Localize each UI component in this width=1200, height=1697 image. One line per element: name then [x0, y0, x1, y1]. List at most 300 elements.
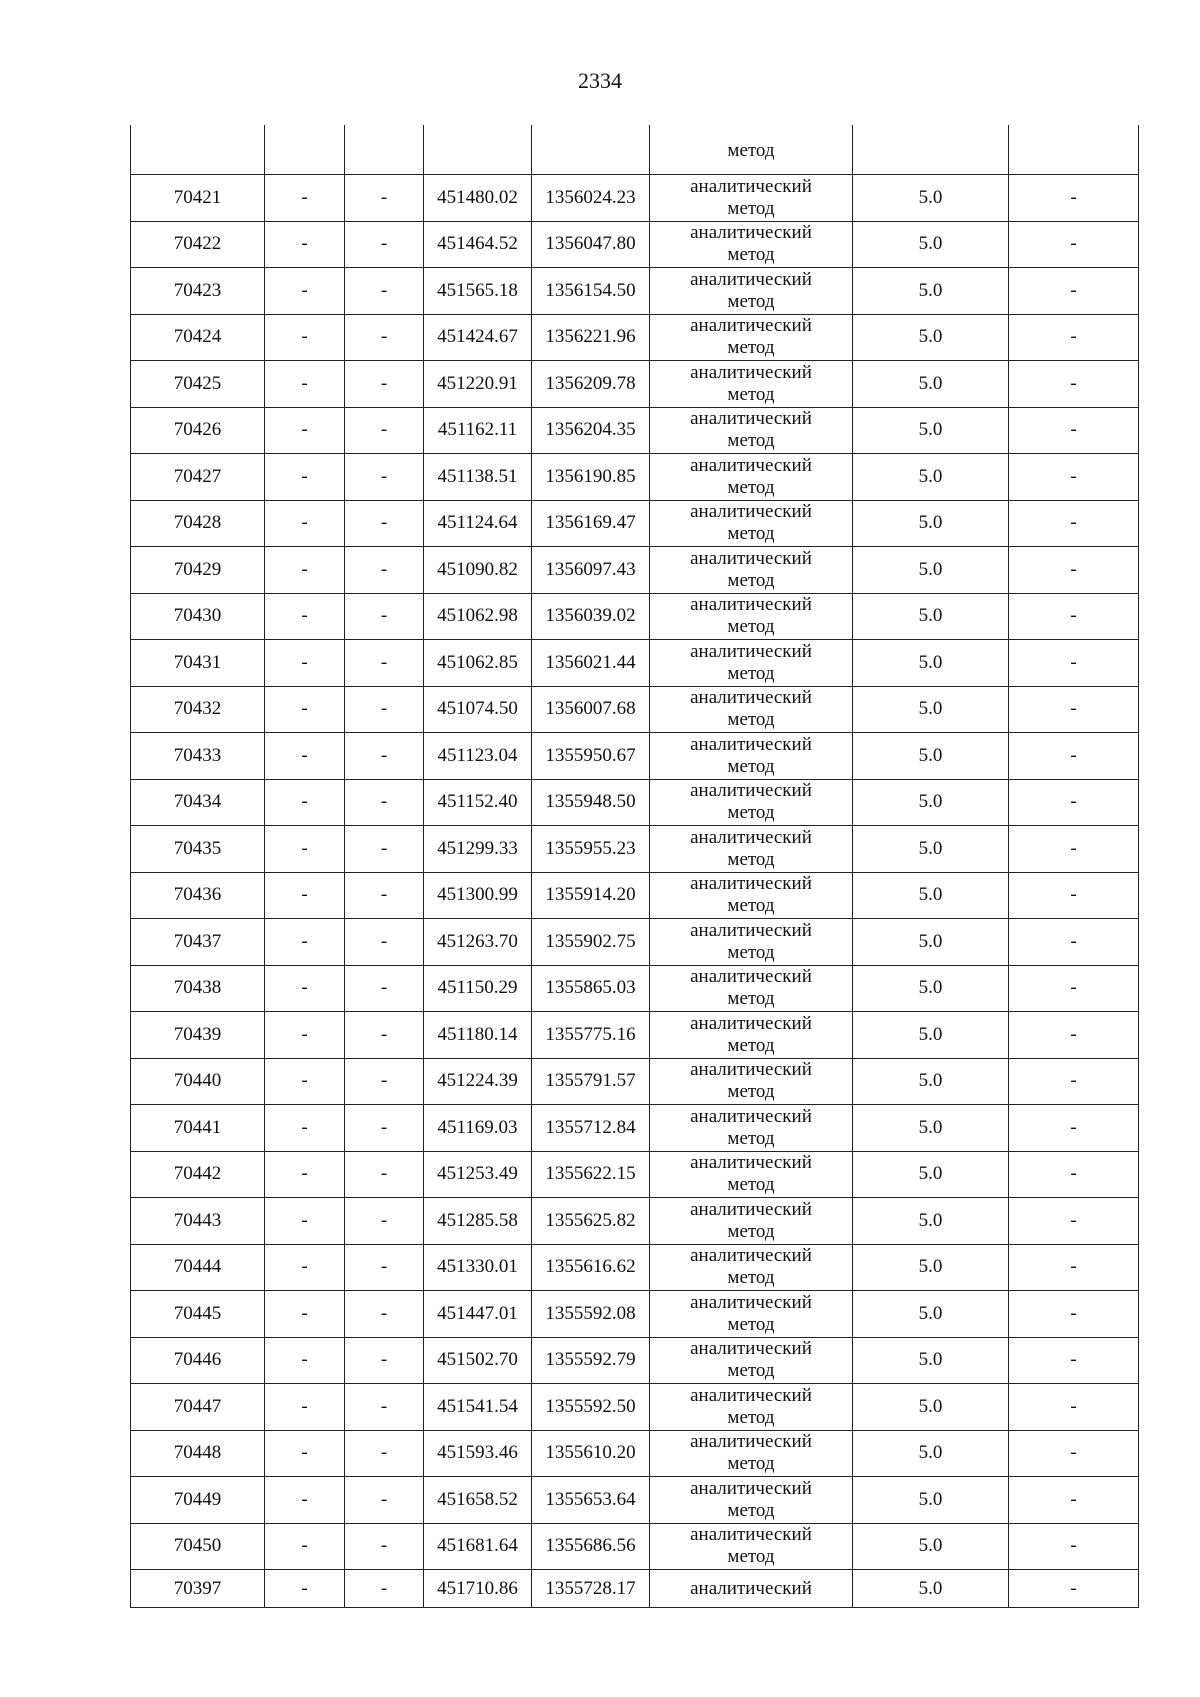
- cell-col2: -: [265, 826, 345, 873]
- table-row: [131, 686, 1139, 733]
- cell-col3: -: [345, 640, 424, 687]
- cell-method: [650, 965, 853, 1012]
- cell-col2: -: [265, 407, 345, 454]
- cell-y: 1355955.23: [532, 826, 650, 873]
- cell-col2: -: [265, 1337, 345, 1384]
- table-row: [131, 1058, 1139, 1105]
- cell-y: 1355610.20: [532, 1430, 650, 1477]
- method-line-2: метод: [727, 1453, 775, 1475]
- table-row: [131, 1198, 1139, 1245]
- cell-x: 451220.91: [424, 361, 532, 408]
- method-line-2: метод: [727, 1174, 775, 1196]
- method-line-1: аналитический: [690, 733, 812, 755]
- cell-x: 451074.50: [424, 686, 532, 733]
- cell-method: [650, 361, 853, 408]
- cell-col2: -: [265, 454, 345, 501]
- cell-col3: -: [345, 407, 424, 454]
- method-line-1: аналитический: [690, 315, 812, 337]
- cell-y: 1356221.96: [532, 314, 650, 361]
- cell-col3: -: [345, 686, 424, 733]
- cell-accuracy: 5.0: [853, 454, 1009, 501]
- cell-x: 451681.64: [424, 1523, 532, 1570]
- cell-x: 451541.54: [424, 1384, 532, 1431]
- cell-col8: -: [1009, 826, 1139, 873]
- cell-x: 451124.64: [424, 500, 532, 547]
- method-line-2: метод: [727, 244, 775, 266]
- cell-method: [650, 1151, 853, 1198]
- method-line-2: метод: [727, 662, 775, 684]
- method-line-1: аналитический: [690, 268, 812, 290]
- table-body: [131, 125, 1139, 1608]
- cell-col8: -: [1009, 221, 1139, 268]
- method-line-1: аналитический: [690, 780, 812, 802]
- cell-method: [650, 1105, 853, 1152]
- cell-method: [650, 919, 853, 966]
- table-row: [131, 640, 1139, 687]
- cell-method: [650, 1384, 853, 1431]
- cell-col8: -: [1009, 733, 1139, 780]
- cell-x: 451593.46: [424, 1430, 532, 1477]
- cell-col3: -: [345, 1244, 424, 1291]
- cell-id: 70446: [131, 1337, 265, 1384]
- cell-accuracy: 5.0: [853, 593, 1009, 640]
- cell-col2: -: [265, 221, 345, 268]
- table-row: [131, 175, 1139, 222]
- cell-col3: -: [345, 1198, 424, 1245]
- cell-id: 70442: [131, 1151, 265, 1198]
- cell-accuracy: 5.0: [853, 314, 1009, 361]
- method-line-1: аналитический: [690, 175, 812, 197]
- cell-col3: -: [345, 1384, 424, 1431]
- cell-id: 70450: [131, 1523, 265, 1570]
- cell-y: 1355775.16: [532, 1012, 650, 1059]
- cell-method: [650, 779, 853, 826]
- table-row: [131, 919, 1139, 966]
- cell-y: 1355865.03: [532, 965, 650, 1012]
- cell-y: 1355622.15: [532, 1151, 650, 1198]
- cell-id: 70427: [131, 454, 265, 501]
- method-line-1: аналитический: [690, 1198, 812, 1220]
- method-line-1: аналитический: [690, 1059, 812, 1081]
- method-line-2: метод: [727, 1313, 775, 1335]
- coordinates-table: [130, 125, 1139, 1608]
- cell-col3: -: [345, 1291, 424, 1338]
- cell-col8: -: [1009, 314, 1139, 361]
- method-line-2: метод: [727, 1081, 775, 1103]
- cell-accuracy: 5.0: [853, 407, 1009, 454]
- table-row: [131, 733, 1139, 780]
- cell-col8: -: [1009, 268, 1139, 315]
- cell-col2: -: [265, 1570, 345, 1608]
- cell-col3: -: [345, 361, 424, 408]
- cell-y: 1355902.75: [532, 919, 650, 966]
- cell-col8: -: [1009, 454, 1139, 501]
- method-line-2: метод: [727, 476, 775, 498]
- cell-y: 1355948.50: [532, 779, 650, 826]
- cell-method: [650, 175, 853, 222]
- cell-col2: -: [265, 1151, 345, 1198]
- cell-col3: -: [345, 1477, 424, 1524]
- table-row: [131, 1430, 1139, 1477]
- method-line-2: метод: [727, 1034, 775, 1056]
- cell-accuracy: 5.0: [853, 1384, 1009, 1431]
- cell-col2: -: [265, 733, 345, 780]
- cell-col8: -: [1009, 919, 1139, 966]
- cell-id: 70443: [131, 1198, 265, 1245]
- cell-id: 70440: [131, 1058, 265, 1105]
- cell-x: 451253.49: [424, 1151, 532, 1198]
- method-line-1: аналитический: [690, 222, 812, 244]
- cell-method: [650, 221, 853, 268]
- cell-method: [650, 1430, 853, 1477]
- table-row: [131, 826, 1139, 873]
- cell-accuracy: 5.0: [853, 1523, 1009, 1570]
- table-row: [131, 1523, 1139, 1570]
- cell-id: 70430: [131, 593, 265, 640]
- cell-col2: [265, 125, 345, 175]
- cell-col3: -: [345, 1337, 424, 1384]
- cell-x: 451480.02: [424, 175, 532, 222]
- cell-y: 1356047.80: [532, 221, 650, 268]
- cell-id: 70439: [131, 1012, 265, 1059]
- method-line-1: аналитический: [690, 1291, 812, 1313]
- method-line-1: аналитический: [690, 361, 812, 383]
- cell-x: 451464.52: [424, 221, 532, 268]
- cell-y: [532, 125, 650, 175]
- table-row: [131, 1012, 1139, 1059]
- method-line-1: аналитический: [690, 1245, 812, 1267]
- method-line-1: аналитический: [690, 547, 812, 569]
- method-line-1: аналитический: [690, 1338, 812, 1360]
- method-line-2: метод: [727, 1267, 775, 1289]
- cell-col3: -: [345, 1430, 424, 1477]
- cell-method: [650, 826, 853, 873]
- cell-y: 1355592.50: [532, 1384, 650, 1431]
- cell-x: 451565.18: [424, 268, 532, 315]
- method-line-1: аналитический: [690, 919, 812, 941]
- cell-method: [650, 1244, 853, 1291]
- method-line-1: аналитический: [690, 501, 812, 523]
- cell-accuracy: 5.0: [853, 1058, 1009, 1105]
- cell-y: 1356024.23: [532, 175, 650, 222]
- method-line-2: метод: [727, 709, 775, 731]
- cell-col2: -: [265, 175, 345, 222]
- table-row: [131, 361, 1139, 408]
- method-line-2: метод: [727, 848, 775, 870]
- cell-method: [650, 1523, 853, 1570]
- cell-col3: -: [345, 965, 424, 1012]
- cell-col3: -: [345, 175, 424, 222]
- cell-x: 451502.70: [424, 1337, 532, 1384]
- cell-x: 451123.04: [424, 733, 532, 780]
- cell-method: [650, 640, 853, 687]
- method-line-2: метод: [727, 755, 775, 777]
- cell-y: 1355728.17: [532, 1570, 650, 1608]
- cell-accuracy: 5.0: [853, 1012, 1009, 1059]
- method-line-1: аналитический: [690, 966, 812, 988]
- cell-method: [650, 1198, 853, 1245]
- cell-accuracy: 5.0: [853, 872, 1009, 919]
- cell-x: 451224.39: [424, 1058, 532, 1105]
- method-line-1: аналитический: [690, 594, 812, 616]
- cell-id: 70434: [131, 779, 265, 826]
- cell-col2: -: [265, 314, 345, 361]
- cell-x: 451447.01: [424, 1291, 532, 1338]
- cell-col3: -: [345, 221, 424, 268]
- method-line-1: аналитический: [690, 1524, 812, 1546]
- cell-y: 1355616.62: [532, 1244, 650, 1291]
- cell-col8: -: [1009, 1477, 1139, 1524]
- cell-col2: -: [265, 1477, 345, 1524]
- page-number: 2334: [578, 68, 622, 93]
- method-line-2: метод: [727, 1127, 775, 1149]
- cell-y: 1355950.67: [532, 733, 650, 780]
- cell-x: [424, 125, 532, 175]
- cell-x: 451710.86: [424, 1570, 532, 1608]
- cell-method: [650, 686, 853, 733]
- cell-col8: -: [1009, 686, 1139, 733]
- cell-col2: -: [265, 268, 345, 315]
- cell-col2: -: [265, 1384, 345, 1431]
- cell-col3: -: [345, 268, 424, 315]
- cell-x: 451658.52: [424, 1477, 532, 1524]
- cell-accuracy: 5.0: [853, 826, 1009, 873]
- cell-y: 1355914.20: [532, 872, 650, 919]
- method-line-1: аналитический: [690, 1477, 812, 1499]
- cell-y: 1355653.64: [532, 1477, 650, 1524]
- method-line-1: аналитический: [690, 408, 812, 430]
- cell-x: 451162.11: [424, 407, 532, 454]
- cell-col8: -: [1009, 1198, 1139, 1245]
- cell-id: 70423: [131, 268, 265, 315]
- table-row: [131, 872, 1139, 919]
- method-line-2: метод: [727, 569, 775, 591]
- cell-x: 451062.98: [424, 593, 532, 640]
- cell-method: [650, 733, 853, 780]
- cell-col8: -: [1009, 1384, 1139, 1431]
- cell-col8: -: [1009, 407, 1139, 454]
- cell-col8: -: [1009, 1244, 1139, 1291]
- method-line-1: аналитический: [690, 1012, 812, 1034]
- cell-y: 1356021.44: [532, 640, 650, 687]
- table-row: [131, 1244, 1139, 1291]
- cell-method: [650, 314, 853, 361]
- cell-col8: -: [1009, 872, 1139, 919]
- cell-method: метод: [650, 125, 853, 175]
- cell-y: 1356154.50: [532, 268, 650, 315]
- cell-x: 451180.14: [424, 1012, 532, 1059]
- cell-col8: -: [1009, 593, 1139, 640]
- method-line-1: аналитический: [690, 873, 812, 895]
- cell-col8: -: [1009, 1058, 1139, 1105]
- cell-accuracy: 5.0: [853, 1151, 1009, 1198]
- method-line-2: метод: [727, 1499, 775, 1521]
- cell-col2: -: [265, 1012, 345, 1059]
- cell-method: [650, 872, 853, 919]
- cell-col3: -: [345, 1058, 424, 1105]
- method-line-2: метод: [727, 988, 775, 1010]
- cell-col8: -: [1009, 1337, 1139, 1384]
- cell-accuracy: 5.0: [853, 1291, 1009, 1338]
- cell-col3: -: [345, 872, 424, 919]
- cell-method: [650, 454, 853, 501]
- cell-col8: -: [1009, 547, 1139, 594]
- cell-col2: -: [265, 1105, 345, 1152]
- cell-id: 70445: [131, 1291, 265, 1338]
- cell-col3: -: [345, 826, 424, 873]
- cell-method: аналитический: [650, 1570, 853, 1608]
- cell-x: 451299.33: [424, 826, 532, 873]
- cell-id: 70449: [131, 1477, 265, 1524]
- method-line-1: аналитический: [690, 826, 812, 848]
- cell-accuracy: 5.0: [853, 965, 1009, 1012]
- cell-method: [650, 500, 853, 547]
- table-row: [131, 1337, 1139, 1384]
- method-line-2: метод: [727, 383, 775, 405]
- cell-col8: -: [1009, 1570, 1139, 1608]
- method-line-2: метод: [727, 802, 775, 824]
- cell-id: 70425: [131, 361, 265, 408]
- cell-id: 70426: [131, 407, 265, 454]
- cell-accuracy: 5.0: [853, 1105, 1009, 1152]
- cell-col8: [1009, 125, 1139, 175]
- cell-col8: -: [1009, 500, 1139, 547]
- cell-accuracy: 5.0: [853, 1244, 1009, 1291]
- cell-x: 451424.67: [424, 314, 532, 361]
- table-row: [131, 1477, 1139, 1524]
- table-row: [131, 268, 1139, 315]
- cell-id: 70447: [131, 1384, 265, 1431]
- cell-col8: -: [1009, 1523, 1139, 1570]
- cell-accuracy: 5.0: [853, 1570, 1009, 1608]
- cell-method: [650, 1012, 853, 1059]
- cell-col8: -: [1009, 1291, 1139, 1338]
- cell-y: 1356007.68: [532, 686, 650, 733]
- cell-x: 451152.40: [424, 779, 532, 826]
- cell-col8: -: [1009, 1105, 1139, 1152]
- cell-id: 70433: [131, 733, 265, 780]
- cell-id: 70429: [131, 547, 265, 594]
- cell-y: 1355625.82: [532, 1198, 650, 1245]
- cell-id: 70421: [131, 175, 265, 222]
- cell-method: [650, 547, 853, 594]
- cell-col2: -: [265, 686, 345, 733]
- cell-accuracy: 5.0: [853, 686, 1009, 733]
- cell-col2: -: [265, 1430, 345, 1477]
- cell-id: 70448: [131, 1430, 265, 1477]
- cell-accuracy: 5.0: [853, 1198, 1009, 1245]
- cell-id: 70444: [131, 1244, 265, 1291]
- cell-y: 1355686.56: [532, 1523, 650, 1570]
- cell-col3: -: [345, 454, 424, 501]
- cell-accuracy: 5.0: [853, 500, 1009, 547]
- cell-method: [650, 268, 853, 315]
- method-line-2: метод: [727, 337, 775, 359]
- cell-accuracy: 5.0: [853, 1430, 1009, 1477]
- table-row: [131, 1570, 1139, 1608]
- method-line-2: метод: [727, 1546, 775, 1568]
- cell-col3: -: [345, 1012, 424, 1059]
- method-line-1: аналитический: [690, 1105, 812, 1127]
- cell-col8: -: [1009, 1012, 1139, 1059]
- method-line-2: метод: [727, 290, 775, 312]
- cell-y: 1355592.08: [532, 1291, 650, 1338]
- cell-method: [650, 593, 853, 640]
- table-row: [131, 500, 1139, 547]
- cell-x: 451150.29: [424, 965, 532, 1012]
- table-row: [131, 407, 1139, 454]
- cell-col2: -: [265, 361, 345, 408]
- cell-id: 70441: [131, 1105, 265, 1152]
- cell-x: 451169.03: [424, 1105, 532, 1152]
- cell-accuracy: 5.0: [853, 547, 1009, 594]
- cell-col3: -: [345, 314, 424, 361]
- cell-col3: -: [345, 1523, 424, 1570]
- method-line-2: метод: [727, 197, 775, 219]
- method-line-1: аналитический: [690, 687, 812, 709]
- cell-x: 451263.70: [424, 919, 532, 966]
- cell-id: 70428: [131, 500, 265, 547]
- cell-col3: -: [345, 733, 424, 780]
- cell-col8: -: [1009, 640, 1139, 687]
- method-line-2: метод: [727, 1220, 775, 1242]
- cell-id: 70432: [131, 686, 265, 733]
- table-row: [131, 1384, 1139, 1431]
- cell-accuracy: 5.0: [853, 1477, 1009, 1524]
- cell-col2: -: [265, 872, 345, 919]
- method-line-2: метод: [727, 895, 775, 917]
- method-line-1: аналитический: [690, 454, 812, 476]
- table-row: [131, 593, 1139, 640]
- cell-col2: -: [265, 1058, 345, 1105]
- table-row: [131, 454, 1139, 501]
- table-row: [131, 965, 1139, 1012]
- cell-accuracy: 5.0: [853, 1337, 1009, 1384]
- cell-col3: -: [345, 593, 424, 640]
- cell-method: [650, 1477, 853, 1524]
- cell-col8: -: [1009, 1151, 1139, 1198]
- cell-col3: -: [345, 500, 424, 547]
- method-line-2: метод: [727, 1360, 775, 1382]
- cell-x: 451285.58: [424, 1198, 532, 1245]
- cell-col3: -: [345, 1151, 424, 1198]
- table-row: [131, 1105, 1139, 1152]
- cell-method: [650, 407, 853, 454]
- cell-y: 1356204.35: [532, 407, 650, 454]
- cell-col8: -: [1009, 779, 1139, 826]
- method-line-1: аналитический: [690, 640, 812, 662]
- cell-accuracy: 5.0: [853, 640, 1009, 687]
- cell-y: 1355712.84: [532, 1105, 650, 1152]
- cell-col2: -: [265, 1198, 345, 1245]
- cell-col2: -: [265, 1291, 345, 1338]
- cell-col8: -: [1009, 1430, 1139, 1477]
- method-line-2: метод: [727, 523, 775, 545]
- cell-col3: [345, 125, 424, 175]
- cell-id: 70435: [131, 826, 265, 873]
- table-row: [131, 221, 1139, 268]
- cell-id: 70437: [131, 919, 265, 966]
- cell-col8: -: [1009, 175, 1139, 222]
- cell-accuracy: 5.0: [853, 361, 1009, 408]
- cell-id: 70431: [131, 640, 265, 687]
- cell-col3: -: [345, 919, 424, 966]
- cell-col2: -: [265, 1523, 345, 1570]
- cell-x: 451330.01: [424, 1244, 532, 1291]
- cell-accuracy: 5.0: [853, 268, 1009, 315]
- method-line-2: метод: [727, 1406, 775, 1428]
- cell-y: 1356169.47: [532, 500, 650, 547]
